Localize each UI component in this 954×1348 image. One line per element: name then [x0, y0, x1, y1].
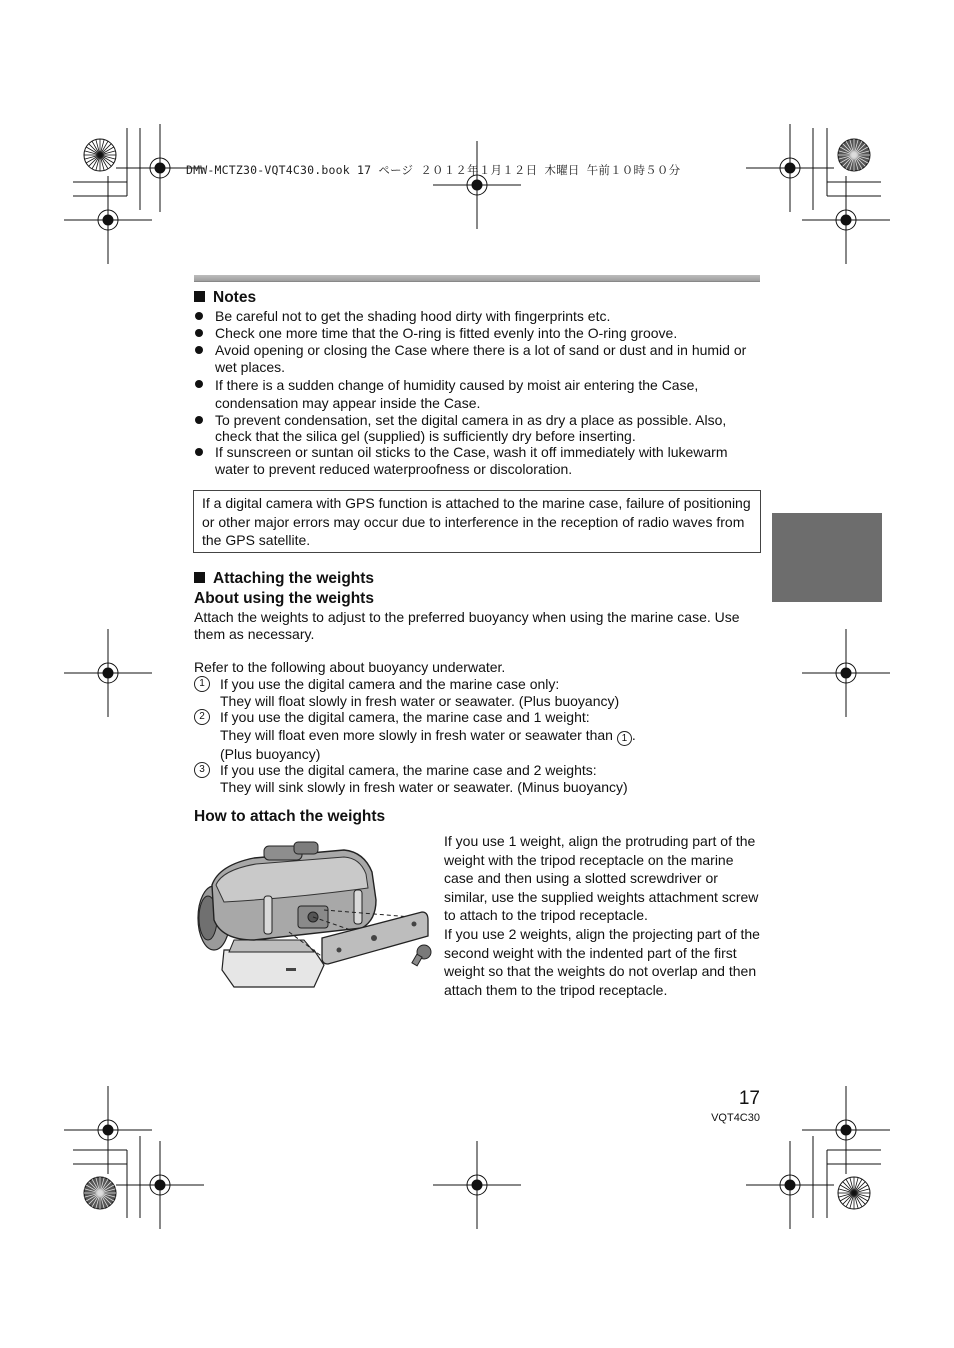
side-tab — [772, 513, 882, 602]
buoyancy-item-2: 2 If you use the digital camera, the marine case and 1 weight: They will float even more slowly in fresh water or seawater than 1 . (Plus buoyancy) — [194, 709, 760, 762]
notes-heading — [194, 289, 256, 307]
list-item: Avoid opening or closing the Case where there is a lot of sand or dust and in humid or wet places. — [194, 342, 760, 376]
list-item: If sunscreen or suntan oil sticks to the Case, wash it off immediately with lukewarm water to prevent reduced waterproofness or discoloration. — [194, 444, 760, 478]
top-rule — [194, 275, 760, 282]
how-to-attach-text: If you use 1 weight, align the protruding part of the weight with the tripod receptacle on the marine case and then using a slotted screwdriver or similar, use the supplied weights attachment screw to attach to the tripod receptacle. If you use 2 weights, align the projecting part of the second weight with the indented part of the first weight so that the weights do not overlap and then attach them to the tripod receptacle. — [444, 833, 760, 998]
list-item: If there is a sudden change of humidity caused by moist air entering the Case, condensation may appear inside the Case. — [194, 376, 760, 412]
model-code: VQT4C30 — [711, 1112, 760, 1124]
list-item: Check one more time that the O-ring is fitted evenly into the O-ring groove. — [194, 325, 760, 342]
about-weights-text: Attach the weights to adjust to the preferred buoyancy when using the marine case. Use them as necessary. — [194, 609, 740, 642]
gps-notice-box: If a digital camera with GPS function is attached to the marine case, failure of positioning or other major errors may occur due to interference in the reception of radio waves from the GPS satellite. — [193, 490, 761, 553]
list-item: To prevent condensation, set the digital camera in as dry a place as possible. Also, check that the silica gel (supplied) is sufficiently dry before inserting. — [194, 412, 760, 444]
buoyancy-item-3: 3 If you use the digital camera, the marine case and 2 weights: They will sink slowly in fresh water or seawater. (Minus buoyancy) — [194, 762, 760, 795]
crosshair-mark — [433, 141, 521, 229]
circled-number: 1 — [194, 676, 210, 692]
print-header: DMW-MCTZ30-VQT4C30.book 17 ページ ２０１２年１月１２日 木曜日 午前１０時５０分 — [186, 163, 681, 177]
crosshair-mark — [746, 1141, 834, 1229]
crosshair-mark — [116, 1141, 204, 1229]
crosshair-mark — [433, 1141, 521, 1229]
page-number: 17 — [738, 1088, 760, 1109]
crosshair-mark — [802, 176, 890, 264]
crosshair-mark — [64, 176, 152, 264]
crosshair-mark — [802, 629, 890, 717]
circled-number: 2 — [194, 709, 210, 725]
sunburst-target — [84, 1177, 116, 1209]
weights-heading — [194, 570, 374, 588]
sunburst-target — [84, 139, 116, 171]
buoyancy-intro: Refer to the following about buoyancy underwater. — [194, 659, 506, 675]
circled-number: 3 — [194, 762, 210, 778]
crosshair-mark — [64, 629, 152, 717]
weights-title: Attaching the weights — [213, 570, 375, 587]
how-to-attach-heading: How to attach the weights — [194, 808, 386, 825]
buoyancy-item-1: 1 If you use the digital camera and the marine case only: They will float slowly in fresh water or seawater. (Plus buoyancy) — [194, 676, 760, 709]
list-item: Be careful not to get the shading hood dirty with fingerprints etc. — [194, 308, 760, 325]
square-bullet-icon — [194, 572, 205, 583]
sunburst-target — [838, 1177, 870, 1209]
notes-list — [194, 308, 760, 478]
square-bullet-icon — [194, 291, 205, 302]
marine-case-illustration — [194, 840, 434, 990]
about-weights-heading: About using the weights — [194, 590, 374, 607]
buoyancy-list — [194, 676, 760, 795]
crosshair-mark — [802, 1086, 890, 1174]
crosshair-mark — [64, 1086, 152, 1174]
notes-title: Notes — [213, 289, 257, 306]
sunburst-target — [838, 139, 870, 171]
circled-number: 1 — [617, 731, 632, 746]
crosshair-mark — [746, 124, 834, 212]
